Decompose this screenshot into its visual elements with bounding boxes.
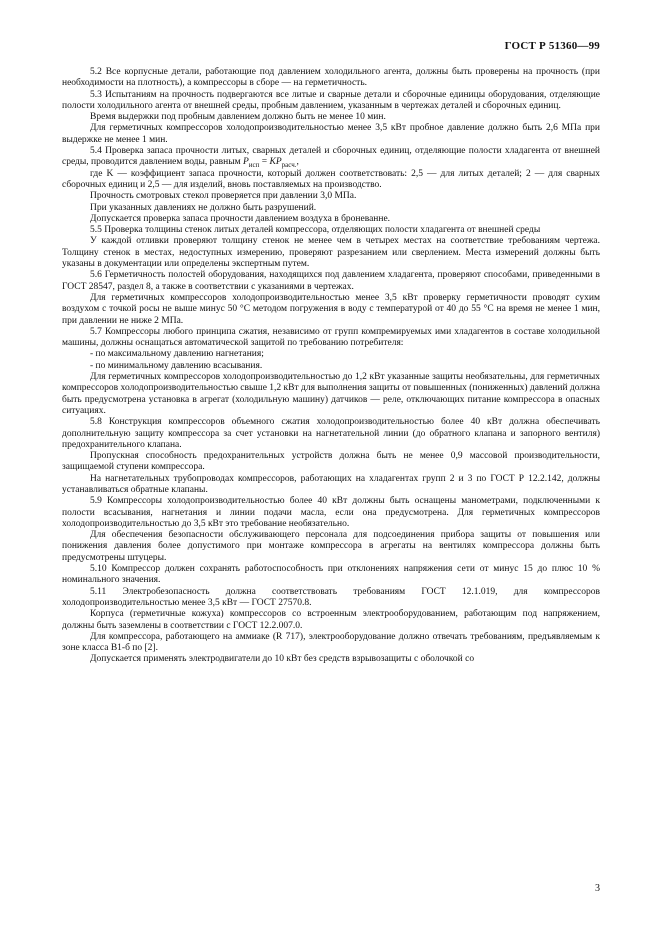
paragraph: Для обеспечения безопасности обслуживающего персонала для подсоединения прибора защиты от повышения или понижения давления более допустимого при монтаже компрессора в агрегаты на вентилях компрессора должны быть предусмотрены штуцеры. xyxy=(62,530,600,563)
formula-symbol: P xyxy=(242,157,249,168)
paragraph: Корпуса (герметичные кожуха) компрессоров со встроенным электрооборудованием, работающим под напряжением, должны быть заземлены в соответствии с ГОСТ 12.2.007.0. xyxy=(62,609,600,631)
document-header: ГОСТ Р 51360—99 xyxy=(504,40,600,52)
paragraph-5-4 xyxy=(62,146,600,169)
paragraph: Для герметичных компрессоров холодопроизводительностью менее 3,5 кВт пробное давление должно быть 2,6 МПа при выдержке не менее 1 мин. xyxy=(62,123,600,145)
paragraph-5-7: 5.7 Компрессоры любого принципа сжатия, независимо от групп компремируемых ими хладагентов в составе холодильной машины, должны оснащаться автоматической защитой по требованию потребителя: xyxy=(62,326,600,349)
paragraph-5-2: 5.2 Все корпусные детали, работающие под давлением холодильного агента, должны быть проверены на прочность (при необходимости на плотность), а компрессоры в сборе — на герметичность. xyxy=(62,67,600,89)
paragraph-text: 5.4 Проверка запаса прочности литых, сварных деталей и сборочных единиц, отделяющие полости хладагента от внешней среды, проводится давлением воды, равным xyxy=(62,146,600,168)
paragraph: Пропускная способность предохранительных устройств должна быть не менее 0,9 массовой производительности, защищаемой ступени компрессора. xyxy=(62,451,600,473)
paragraph: Для герметичных компрессоров холодопроизводительностью до 1,2 кВт указанные защиты необязательны, для герметичных компрессоров холодопроизводительностью свыше 1,2 кВт для выполнения защиты от повышенных (пониженных) давлений должна быть предусмотрена установка в агрегат (холодильную машину) датчиков — реле, отключающих питание компрессора в опасных ситуациях. xyxy=(62,372,600,416)
paragraph: У каждой отливки проверяют толщину стенок не менее чем в четырех местах на соответствие требованиям чертежа. Толщину стенок в местах, недоступных измерению, проверяют разрезанием или сверлением. Места измерений должны быть указаны в документации или определены экспертным путем. xyxy=(62,236,600,270)
paragraph: Допускается применять электродвигатели до 10 кВт без средств взрывозащиты с оболочкой со xyxy=(90,654,475,665)
formula-end: , xyxy=(296,157,299,168)
paragraph-5-3: 5.3 Испытаниям на прочность подвергаются все литые и сварные детали и сборочные единицы оборудования, отделяющие полости холодильного агента от внешней среды, пробным давлением, указанным в чертежах деталей и сборочных единиц. xyxy=(62,89,600,111)
paragraph: Для компрессора, работающего на аммиаке (R 717), электрооборудование должно отвечать требованиям, предъявляемым к зоне класса В1-б по [2]. xyxy=(62,631,600,654)
paragraph-5-5: 5.5 Проверка толщины стенок литых деталей компрессора, отделяющих полости хладагента от внешней среды xyxy=(90,225,541,236)
document-body xyxy=(62,67,600,666)
paragraph-5-9: 5.9 Компрессоры холодопроизводительностью более 40 кВт должны быть оснащены манометрами, подключенными к полости всасывания, нагнетания и линии подачи масла, если она предусмотрена. Для герметичных компрессоров холодопроизводительностью до 3,5 кВт это требование необязательно. xyxy=(62,496,600,529)
paragraph: Допускается проверка запаса прочности давлением воздуха в броневанне. xyxy=(90,213,391,224)
paragraph: Для герметичных компрессоров холодопроизводительностью менее 3,5 кВт проверку герметичности проводят сухим воздухом с точкой росы не выше минус 50 °С методом погружения в воду с температурой от 40 до 55 °С на время не менее 1 мин, при давлении не ниже 2 МПа. xyxy=(62,292,600,326)
formula-symbol: KP xyxy=(269,157,282,168)
paragraph: На нагнетательных трубопроводах компрессоров, работающих на хладагентах групп 2 и 3 по ГОСТ Р 12.2.142, должны устанавливаться обратные клапаны. xyxy=(62,473,600,495)
paragraph: При указанных давлениях не должно быть разрушений. xyxy=(90,202,317,213)
paragraph-5-6: 5.6 Герметичность полостей оборудования, находящихся под давлением хладагента, проверяют способами, приведенными в ГОСТ 28547, раздел 8, а также в соответствии с указаниями в чертежах. xyxy=(62,270,600,292)
paragraph: где K — коэффициент запаса прочности, который должен соответствовать: 2,5 — для литых деталей; 2 — для сварных сборочных единиц и 2,5 — для изделий, вновь поставляемых на производство. xyxy=(62,168,600,190)
paragraph-5-11: 5.11 Электробезопасность должна соответствовать требованиям ГОСТ 12.1.019, для компрессоров холодопроизводительностью менее 3,5 кВт — ГОСТ 27570.8. xyxy=(62,586,600,608)
list-item: - по максимальному давлению нагнетания; xyxy=(90,349,264,360)
paragraph: Время выдержки под пробным давлением должно быть не менее 10 мин. xyxy=(90,112,386,123)
page-number: 3 xyxy=(595,883,600,894)
paragraph-5-10: 5.10 Компрессор должен сохранять работоспособность при отклонениях напряжения сети от минус 15 до плюс 10 % номинального значения. xyxy=(62,564,600,586)
formula-subscript: расч. xyxy=(281,161,297,170)
paragraph: Прочность смотровых стекол проверяется при давлении 3,0 МПа. xyxy=(90,191,357,202)
paragraph-5-8: 5.8 Конструкция компрессоров объемного сжатия холодопроизводительностью более 40 кВт должна обеспечивать дополнительную защиту компрессора за счет установки на нагнетательной линии (до обратного клапана и запорного вентиля) предохранительного клапана. xyxy=(62,417,600,450)
formula-subscript: исп xyxy=(248,161,260,170)
list-item: - по минимальному давлению всасывания. xyxy=(90,360,263,371)
formula-equals: = xyxy=(259,157,270,168)
